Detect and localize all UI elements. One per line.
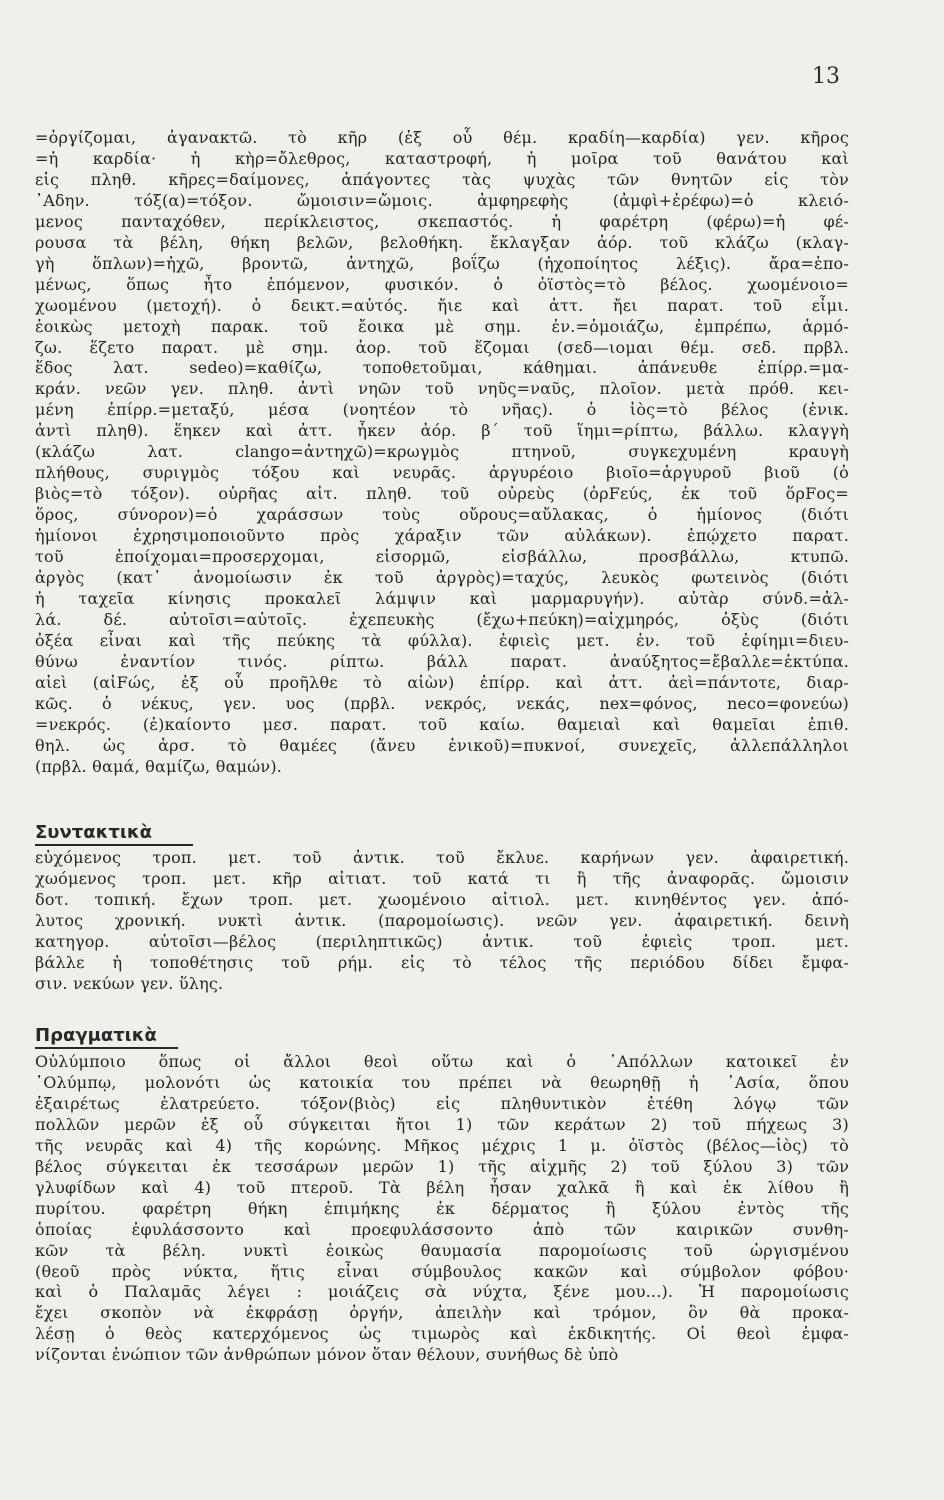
text-line: εἰς πληθ. κῆρες=δαίμονες, ἀπάγοντες τὰς ψυχὰς τῶν θνητῶν εἰς τὸν	[35, 169, 849, 189]
section-heading-syntaktika: Συντακτικὰ	[35, 823, 193, 846]
text-line: εὐχόμενος τροπ. μετ. τοῦ ἀντικ. τοῦ ἔκλυε. καρήνων γεν. ἀφαιρετική.	[35, 848, 849, 867]
text-line: βάλλε ἡ τοποθέτησις τοῦ ρήμ. εἰς τὸ τέλος τῆς περιόδου δίδει ἔμφα-	[35, 952, 849, 972]
text-line: χωόμενος τροπ. μετ. κῆρ αἰτιατ. τοῦ κατά τι ἢ τῆς ἀναφορᾶς. ὤμοισιν	[35, 868, 849, 888]
text-line: λέσῃ ὁ θεὸς κατερχόμενος ὡς τιμωρὸς καὶ ἐκδικητής. Οἱ θεοὶ ἐμφα-	[35, 1324, 849, 1344]
text-line: ἐοικὼς μετοχὴ παρακ. τοῦ ἔοικα μὲ σημ. ἐν.=ὁμοιάζω, ἐμπρέπω, ἁρμό-	[35, 316, 849, 336]
text-line: (θεοῦ πρὸς νύκτα, ἥτις εἶναι σύμβουλος κακῶν καὶ σύμβολον φόβου·	[35, 1261, 849, 1281]
text-line: λυτος χρονική. νυκτὶ ἀντικ. (παρομοίωσις). νεῶν γεν. ἀφαιρετική. δεινὴ	[35, 910, 849, 930]
text-line: θηλ. ὡς ἀρσ. τὸ θαμέες (ἄνευ ἑνικοῦ)=πυκνοί, συνεχεῖς, ἀλλεπάλληλοι	[35, 735, 849, 755]
text-line: μένη ἐπίρρ.=μεταξύ, μέσα (νοητέον τὸ νῆας). ὁ ἰὸς=τὸ βέλος (ἐνικ.	[35, 400, 849, 420]
text-line: σιν. νεκύων γεν. ὕλης.	[35, 973, 224, 993]
text-line: καὶ ὁ Παλαμᾶς λέγει : μοιάζεις σὰ νύχτα, ξένε μου...). Ἡ παρομοίωσις	[35, 1282, 849, 1302]
page-number: 13	[812, 64, 840, 89]
text-line: νίζονται ἐνώπιον τῶν ἀνθρώπων μόνον ὅταν θέλουν, συνήθως δὲ ὑπὸ	[35, 1345, 619, 1365]
syntactic-notes	[35, 848, 849, 995]
text-line: μένως, ὅπως ἦτο ἑπόμενον, φυσικόν. ὁ ὀϊστὸς=τὸ βέλος. χωομένοιο=	[35, 274, 849, 294]
text-line: ᾿Ολύμπῳ, μολονότι ὡς κατοικία του πρέπει νὰ θεωρηθῇ ἡ ᾿Ασία, ὅπου	[35, 1072, 849, 1092]
text-line: βέλος σύγκειται ἐκ τεσσάρων μερῶν 1) τῆς αἰχμῆς 2) τοῦ ξύλου 3) τῶν	[35, 1156, 849, 1176]
text-line: θύνω ἐναντίον τινός. ρίπτω. βάλλ παρατ. ἀναύξητος=ἔβαλλε=ἐκτύπα.	[35, 651, 849, 671]
text-line: πλήθους, συριγμὸς τόξου καὶ νευρᾶς. ἀργυρέοιο βιοῖο=ἀργυροῦ βιοῦ (ὁ	[35, 463, 849, 483]
text-line: (πρβλ. θαμά, θαμίζω, θαμών).	[35, 756, 283, 776]
text-line: =ὀργίζομαι, ἀγανακτῶ. τὸ κῆρ (ἐξ οὗ θέμ. κραδίη—καρδία) γεν. κῆρος	[35, 128, 849, 147]
text-line: γὴ ὅπλων)=ἠχῶ, βροντῶ, ἀντηχῶ, βοΐζω (ἠχοποίητος λέξις). ἄρα=ἑπο-	[35, 253, 849, 273]
text-line: κράν. νεῶν γεν. πληθ. ἀντὶ νηῶν τοῦ νηῦς=ναῦς, πλοῖον. μετὰ πρόθ. κει-	[35, 379, 849, 399]
text-line: αἰεὶ (αἰFώς, ἐξ οὗ προῆλθε τὸ αἰὼν) ἐπίρρ. καὶ ἀττ. ἀεὶ=πάντοτε, διαρ-	[35, 672, 849, 692]
text-line: ζω. ἕζετο παρατ. μὲ σημ. ἀορ. τοῦ ἕζομαι (σεδ—ιομαι θέμ. σεδ. πρβλ.	[35, 337, 849, 357]
text-line: =ἡ καρδία· ἡ κὴρ=ὄλεθρος, καταστροφή, ἡ μοῖρα τοῦ θανάτου καὶ	[35, 148, 849, 168]
text-line: Οὐλύμποιο ὅπως οἱ ἄλλοι θεοὶ οὕτω καὶ ὁ ᾿Απόλλων κατοικεῖ ἐν	[35, 1052, 849, 1071]
text-line: πολλῶν μερῶν ἐξ οὗ σύγκειται ἤτοι 1) τῶν κεράτων 2) τοῦ πήχεως 3)	[35, 1114, 849, 1134]
section-heading-pragmatika: Πραγματικὰ	[35, 1026, 178, 1049]
text-line: δοτ. τοπική. ἔχων τροπ. μετ. χωομένοιο αἰτιολ. μετ. κινηθέντος γεν. ἀπό-	[35, 889, 849, 909]
text-line: ὀξέα εἶναι καὶ τῆς πεύκης τὰ φύλλα). ἐφιεὶς μετ. ἐν. τοῦ ἐφίημι=διευ-	[35, 630, 849, 650]
text-line: βιὸς=τὸ τόξον). οὐρῆας αἰτ. πληθ. τοῦ οὐρεὺς (ὀρFεύς, ἐκ τοῦ ὅρFος=	[35, 484, 849, 504]
text-line: =νεκρός. (ἐ)καίοντο μεσ. παρατ. τοῦ καίω. θαμειαὶ καὶ θαμεῖαι ἐπιθ.	[35, 714, 849, 734]
text-line: τῆς νευρᾶς καὶ 4) τῆς κορώνης. Μῆκος μέχρις 1 μ. ὀϊστὸς (βέλος—ἰὸς) τὸ	[35, 1135, 849, 1155]
text-line: κατηγορ. αὐτοῖσι—βέλος (περιληπτικῶς) ἀντικ. τοῦ ἐφιεὶς τροπ. μετ.	[35, 931, 849, 951]
text-line: γλυφίδων καὶ 4) τοῦ πτεροῦ. Τὰ βέλη ἦσαν χαλκᾶ ἢ καὶ ἐκ λίθου ἢ	[35, 1177, 849, 1197]
text-line: ἀργὸς (κατ᾿ ἀνομοίωσιν ἐκ τοῦ ἀργρὸς)=ταχύς, λευκὸς φωτεινὸς (διότι	[35, 568, 849, 588]
text-line: πυρίτου. φαρέτρη θήκη ἐπιμήκης ἐκ δέρματος ἢ ξύλου ἐντὸς τῆς	[35, 1198, 849, 1218]
text-line: μενος πανταχόθεν, περίκλειστος, σκεπαστός. ἡ φαρέτρη (φέρω)=ἡ φέ-	[35, 211, 849, 231]
text-line: ἡ ταχεῖα κίνησις προκαλεῖ λάμψιν καὶ μαρμαρυγήν). αὐτὰρ σύνδ.=ἀλ-	[35, 588, 849, 608]
text-line: ἀντὶ πληθ). ἕηκεν καὶ ἀττ. ἧκεν ἀόρ. β´ τοῦ ἵημι=ρίπτω, βάλλω. κλαγγὴ	[35, 421, 849, 441]
factual-notes	[35, 1052, 849, 1366]
text-line: τοῦ ἐποίχομαι=προσερχομαι, εἰσορμῶ, εἰσβάλλω, προσβάλλω, κτυπῶ.	[35, 547, 849, 567]
text-line: ὁποίας ἐφυλάσσοντο καὶ προεφυλάσσοντο ἀπὸ τῶν καιρικῶν συνθη-	[35, 1219, 849, 1239]
text-line: ᾿Αδην. τόξ(α)=τόξον. ὤμοισιν=ὤμοις. ἀμφηρεφὴς (ἀμφὶ+ἐρέφω)=ὁ κλειό-	[35, 190, 849, 210]
text-line: κῶν τὰ βέλη. νυκτὶ ἐοικὼς θαυμασία παρομοίωσις τοῦ ὠργισμένου	[35, 1240, 849, 1260]
text-line: λά. δέ. αὐτοῖσι=αὐτοῖς. ἐχεπευκὴς (ἔχω+πεύκη)=αἰχμηρός, ὀξὺς (διότι	[35, 609, 849, 629]
text-line: κῶς. ὁ νέκυς, γεν. υος (πρβλ. νεκρός, νεκάς, nex=φόνος, neco=φονεύω)	[35, 693, 849, 713]
text-line: ἕδος λατ. sedeo)=καθίζω, τοποθετοῦμαι, κάθημαι. ἀπάνευθε ἐπίρρ.=μα-	[35, 358, 849, 378]
text-line: ὅρος, σύνορον)=ὁ χαράσσων τοὺς οὔρους=αὔλακας, ὁ ἡμίονος (διότι	[35, 505, 849, 525]
text-line: ἐξαιρέτως ἐλατρεύετο. τόξον(βιὸς) εἰς πληθυντικὸν ἐτέθη λόγῳ τῶν	[35, 1093, 849, 1113]
text-line: (κλάζω λατ. clango=ἀντηχῶ)=κρωγμὸς πτηνοῦ, συγκεχυμένη κραυγὴ	[35, 442, 849, 462]
lexical-notes	[35, 128, 849, 778]
text-line: ἡμίονοι ἐχρησιμοποιοῦντο πρὸς χάραξιν τῶν αὐλάκων). ἐπῴχετο παρατ.	[35, 526, 849, 546]
text-line: χωομένου (μετοχή). ὁ δεικτ.=αὐτός. ἤιε καὶ ἀττ. ἤει παρατ. τοῦ εἶμι.	[35, 295, 849, 315]
text-line: ρουσα τὰ βέλη, θήκη βελῶν, βελοθήκη. ἔκλαγξαν ἀόρ. τοῦ κλάζω (κλαγ-	[35, 232, 849, 252]
text-line: ἔχει σκοπὸν νὰ ἐκφράσῃ ὀργήν, ἀπειλὴν καὶ τρόμον, ὃν θὰ προκα-	[35, 1303, 849, 1323]
